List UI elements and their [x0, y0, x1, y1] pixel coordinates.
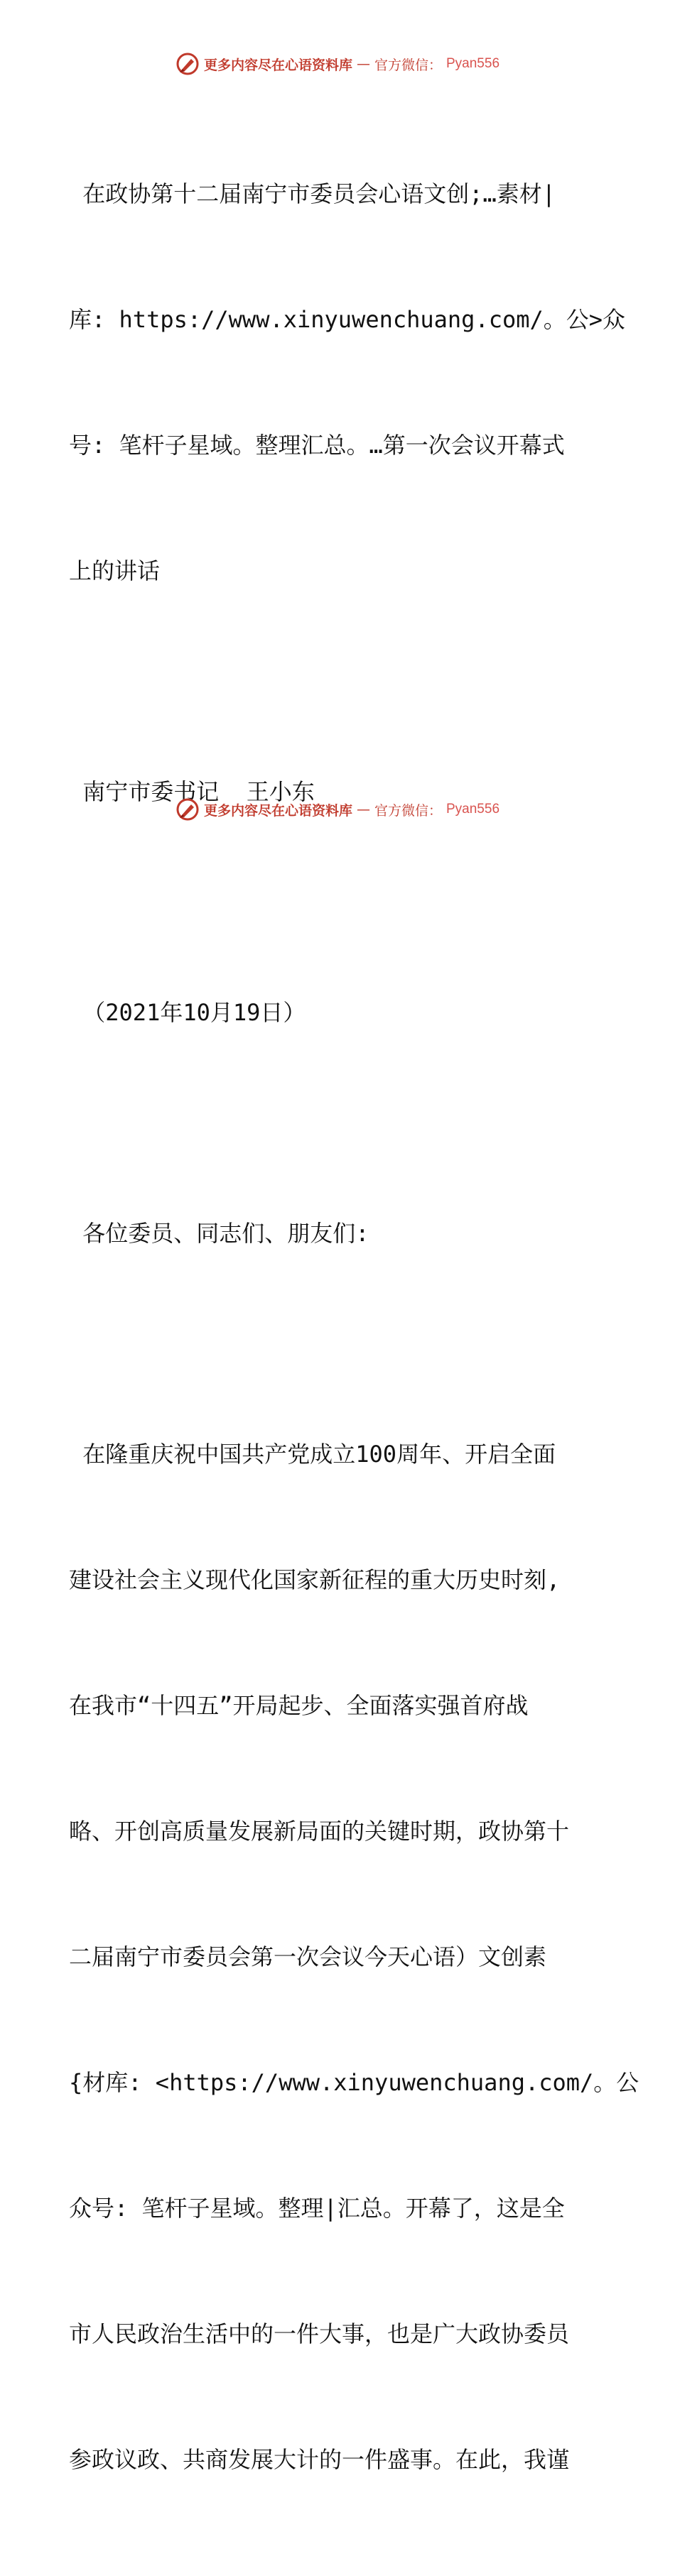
- document-date: [69, 908, 609, 1118]
- watermark-wechat-id: Pyan556: [446, 802, 500, 817]
- document-body: [69, 89, 639, 2576]
- paragraph-line: 众号: 笔杆子星域。整理|汇总。开幕了，这是全: [69, 2195, 565, 2222]
- salutation-line: 各位委员、同志们、朋友们:: [69, 1220, 369, 1247]
- paragraph-line: {材库: <https://www.xinyuwenchuang.com/。公: [69, 2069, 639, 2096]
- pen-logo-icon: [176, 52, 200, 76]
- title-line: 库: https://www.xinyuwenchuang.com/。公>众: [69, 306, 626, 333]
- pen-logo-icon: [176, 797, 200, 822]
- paragraph-line: 参政议政、共商发展大计的一件盛事。在此，我谨: [69, 2446, 570, 2473]
- paragraph-line: 在隆重庆祝中国共产党成立100周年、开启全面: [69, 1441, 556, 1468]
- paragraph-line: 建设社会主义现代化国家新征程的重大历史时刻,: [69, 1566, 561, 1593]
- paragraph-line: 在我市“十四五”开局起步、全面落实强首府战: [69, 1692, 529, 1719]
- paragraph-line: 略、开创高质量发展新局面的关键时期，政协第十: [69, 1818, 570, 1845]
- paragraph-line: 二届南宁市委员会第一次会议今天心语）文创素: [69, 1943, 547, 1970]
- title-line: 在政协第十二届南宁市委员会心语文创;…素材|: [69, 180, 556, 207]
- title-line: 号: 笔杆子星域。整理汇总。…第一次会议开幕式: [69, 432, 565, 459]
- title-line: 上的讲话: [69, 557, 161, 584]
- watermark-dash: —: [356, 56, 370, 72]
- author-line: 南宁市委书记 王小东: [69, 778, 315, 805]
- watermark-wechat-id: Pyan556: [446, 56, 500, 71]
- watermark-brand: 更多内容尽在心语资料库: [203, 802, 352, 819]
- watermark-sub: 官方微信：: [374, 57, 442, 73]
- watermark-banner-bottom: [0, 797, 675, 822]
- watermark-dash: —: [356, 802, 370, 817]
- watermark-banner-top: [0, 51, 675, 77]
- watermark-sub: 官方微信：: [374, 802, 442, 819]
- document-paragraph: [69, 1350, 639, 2565]
- document-salutation: [69, 1129, 609, 1338]
- document-author: [69, 687, 609, 897]
- paragraph-line: 市人民政治生活中的一件大事，也是广大政协委员: [69, 2320, 570, 2347]
- date-line: （2021年10月19日）: [69, 999, 306, 1026]
- document-title: [69, 89, 626, 676]
- watermark-brand: 更多内容尽在心语资料库: [203, 57, 352, 73]
